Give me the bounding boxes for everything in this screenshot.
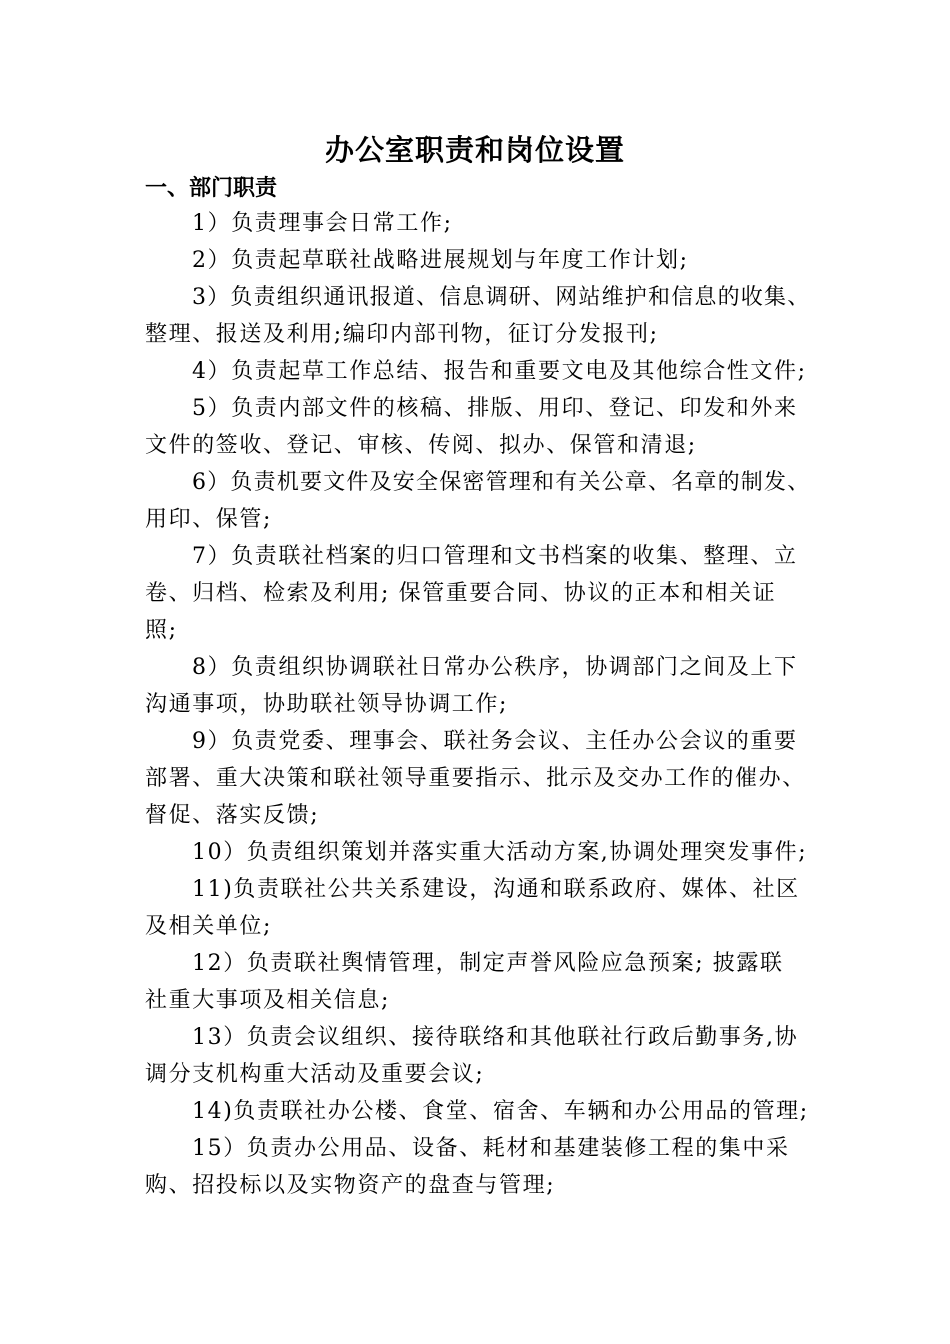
text-line: 11)负责联社公共关系建设，沟通和联系政府、媒体、社区 <box>192 877 800 902</box>
text-line: 13）负责会议组织、接待联络和其他联社行政后勤事务,协 <box>192 1025 799 1050</box>
text-line: 9）负责党委、理事会、联社务会议、主任办公会议的重要 <box>192 729 798 754</box>
text-line: 卷、归档、检索及利用; 保管重要合同、协议的正本和相关证 <box>145 581 777 606</box>
text-line: 部署、重大决策和联社领导重要指示、批示及交办工作的催办、 <box>145 766 806 791</box>
text-line: 7）负责联社档案的归口管理和文书档案的收集、整理、立 <box>192 544 798 569</box>
text-line: 调分支机构重大活动及重要会议; <box>145 1062 485 1087</box>
text-line: 5）负责内部文件的核稿、排版、用印、登记、印发和外来 <box>192 396 798 421</box>
section-heading: 一、部门职责 <box>145 175 278 201</box>
text-line: 3）负责组织通讯报道、信息调研、网站维护和信息的收集、 <box>192 285 811 310</box>
text-line: 14)负责联社办公楼、食堂、宿舍、车辆和办公用品的管理; <box>192 1099 809 1124</box>
text-line: 照; <box>145 618 178 643</box>
text-line: 8）负责组织协调联社日常办公秩序，协调部门之间及上下 <box>192 655 798 680</box>
text-line: 4）负责起草工作总结、报告和重要文电及其他综合性文件; <box>192 359 807 384</box>
text-line: 社重大事项及相关信息; <box>145 988 391 1013</box>
text-line: 整理、报送及利用;编印内部刊物，征订分发报刊; <box>145 322 659 347</box>
text-line: 6）负责机要文件及安全保密管理和有关公章、名章的制发、 <box>192 470 811 495</box>
text-line: 沟通事项，协助联社领导协调工作; <box>145 692 509 717</box>
text-line: 及相关单位; <box>145 914 273 939</box>
document-title: 办公室职责和岗位设置 <box>324 133 625 167</box>
text-line: 用印、保管; <box>145 507 273 532</box>
text-line: 督促、落实反馈; <box>145 803 320 828</box>
text-line: 1）负责理事会日常工作; <box>192 211 453 236</box>
text-line: 10）负责组织策划并落实重大活动方案,协调处理突发事件; <box>192 840 808 865</box>
text-line: 12）负责联社舆情管理，制定声誉风险应急预案; 披露联 <box>192 951 784 976</box>
text-line: 2）负责起草联社战略进展规划与年度工作计划; <box>192 248 689 273</box>
text-line: 购、招投标以及实物资产的盘查与管理; <box>145 1173 556 1198</box>
text-line: 15）负责办公用品、设备、耗材和基建装修工程的集中采 <box>192 1136 790 1161</box>
text-line: 文件的签收、登记、审核、传阅、拟办、保管和清退; <box>145 433 697 458</box>
